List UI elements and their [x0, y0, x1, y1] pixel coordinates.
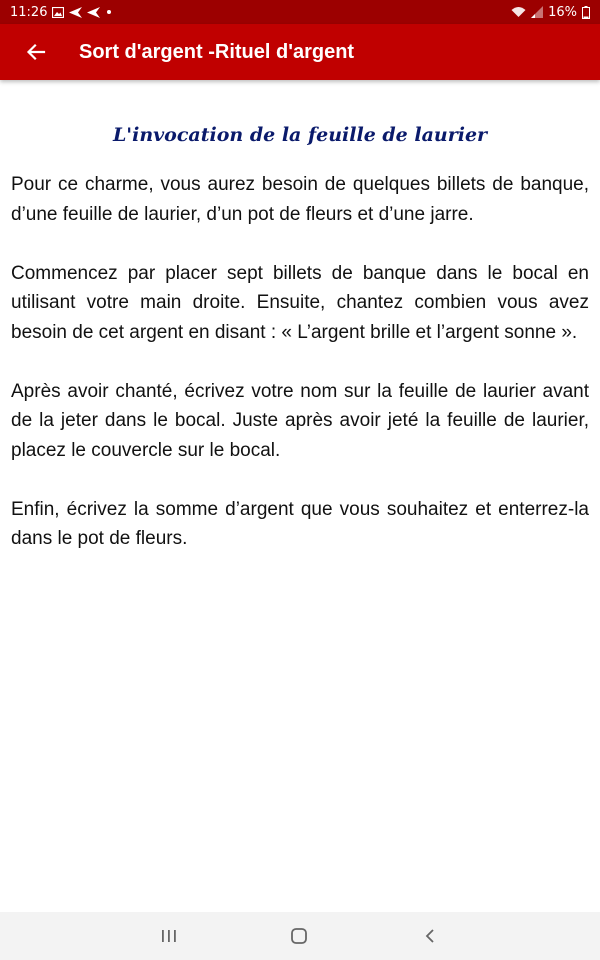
article-paragraph: Enfin, écrivez la somme d’argent que vous souhaitez et enterrez-la dans le pot de fleurs. [11, 498, 589, 549]
send-icon [87, 7, 100, 18]
signal-icon [531, 6, 543, 18]
article-body [11, 170, 589, 554]
status-left [10, 0, 111, 24]
image-icon [52, 7, 64, 18]
status-time: 11:26 [10, 4, 48, 20]
back-icon [423, 928, 437, 944]
recent-apps-button[interactable] [139, 912, 199, 960]
status-right [511, 0, 590, 24]
back-button[interactable] [18, 34, 54, 70]
nav-back-button[interactable] [400, 912, 460, 960]
navigation-bar [0, 912, 600, 960]
arrow-left-icon [26, 42, 46, 62]
home-button[interactable] [269, 912, 329, 960]
send-icon [69, 7, 82, 18]
app-title: Sort d'argent -Rituel d'argent [79, 41, 355, 63]
dot-icon [107, 10, 111, 14]
status-bar [0, 0, 600, 24]
article-paragraph: Pour ce charme, vous aurez besoin de quelques billets de banque, d’une feuille de laurier, d’un pot de fleurs et d’une jarre. [11, 174, 589, 225]
article-title: L'invocation de la feuille de laurier [112, 124, 488, 146]
battery-icon [582, 6, 590, 19]
app-bar [0, 24, 600, 80]
battery-level: 16% [548, 4, 577, 20]
article-paragraph: Après avoir chanté, écrivez votre nom sur la feuille de laurier avant de la jeter dans le bocal. Juste après avoir jeté la feuille de laurier, placez le couvercle sur le bocal. [11, 380, 589, 461]
home-icon [290, 927, 308, 945]
article-paragraph: Commencez par placer sept billets de banque dans le bocal en utilisant votre main droite. Ensuite, chantez combien vous avez besoin de cet argent en disant : « L’argent brille et l’argent sonne ». [11, 262, 589, 343]
wifi-icon [511, 6, 526, 18]
recent-apps-icon [160, 928, 178, 944]
article-content[interactable] [0, 80, 600, 912]
